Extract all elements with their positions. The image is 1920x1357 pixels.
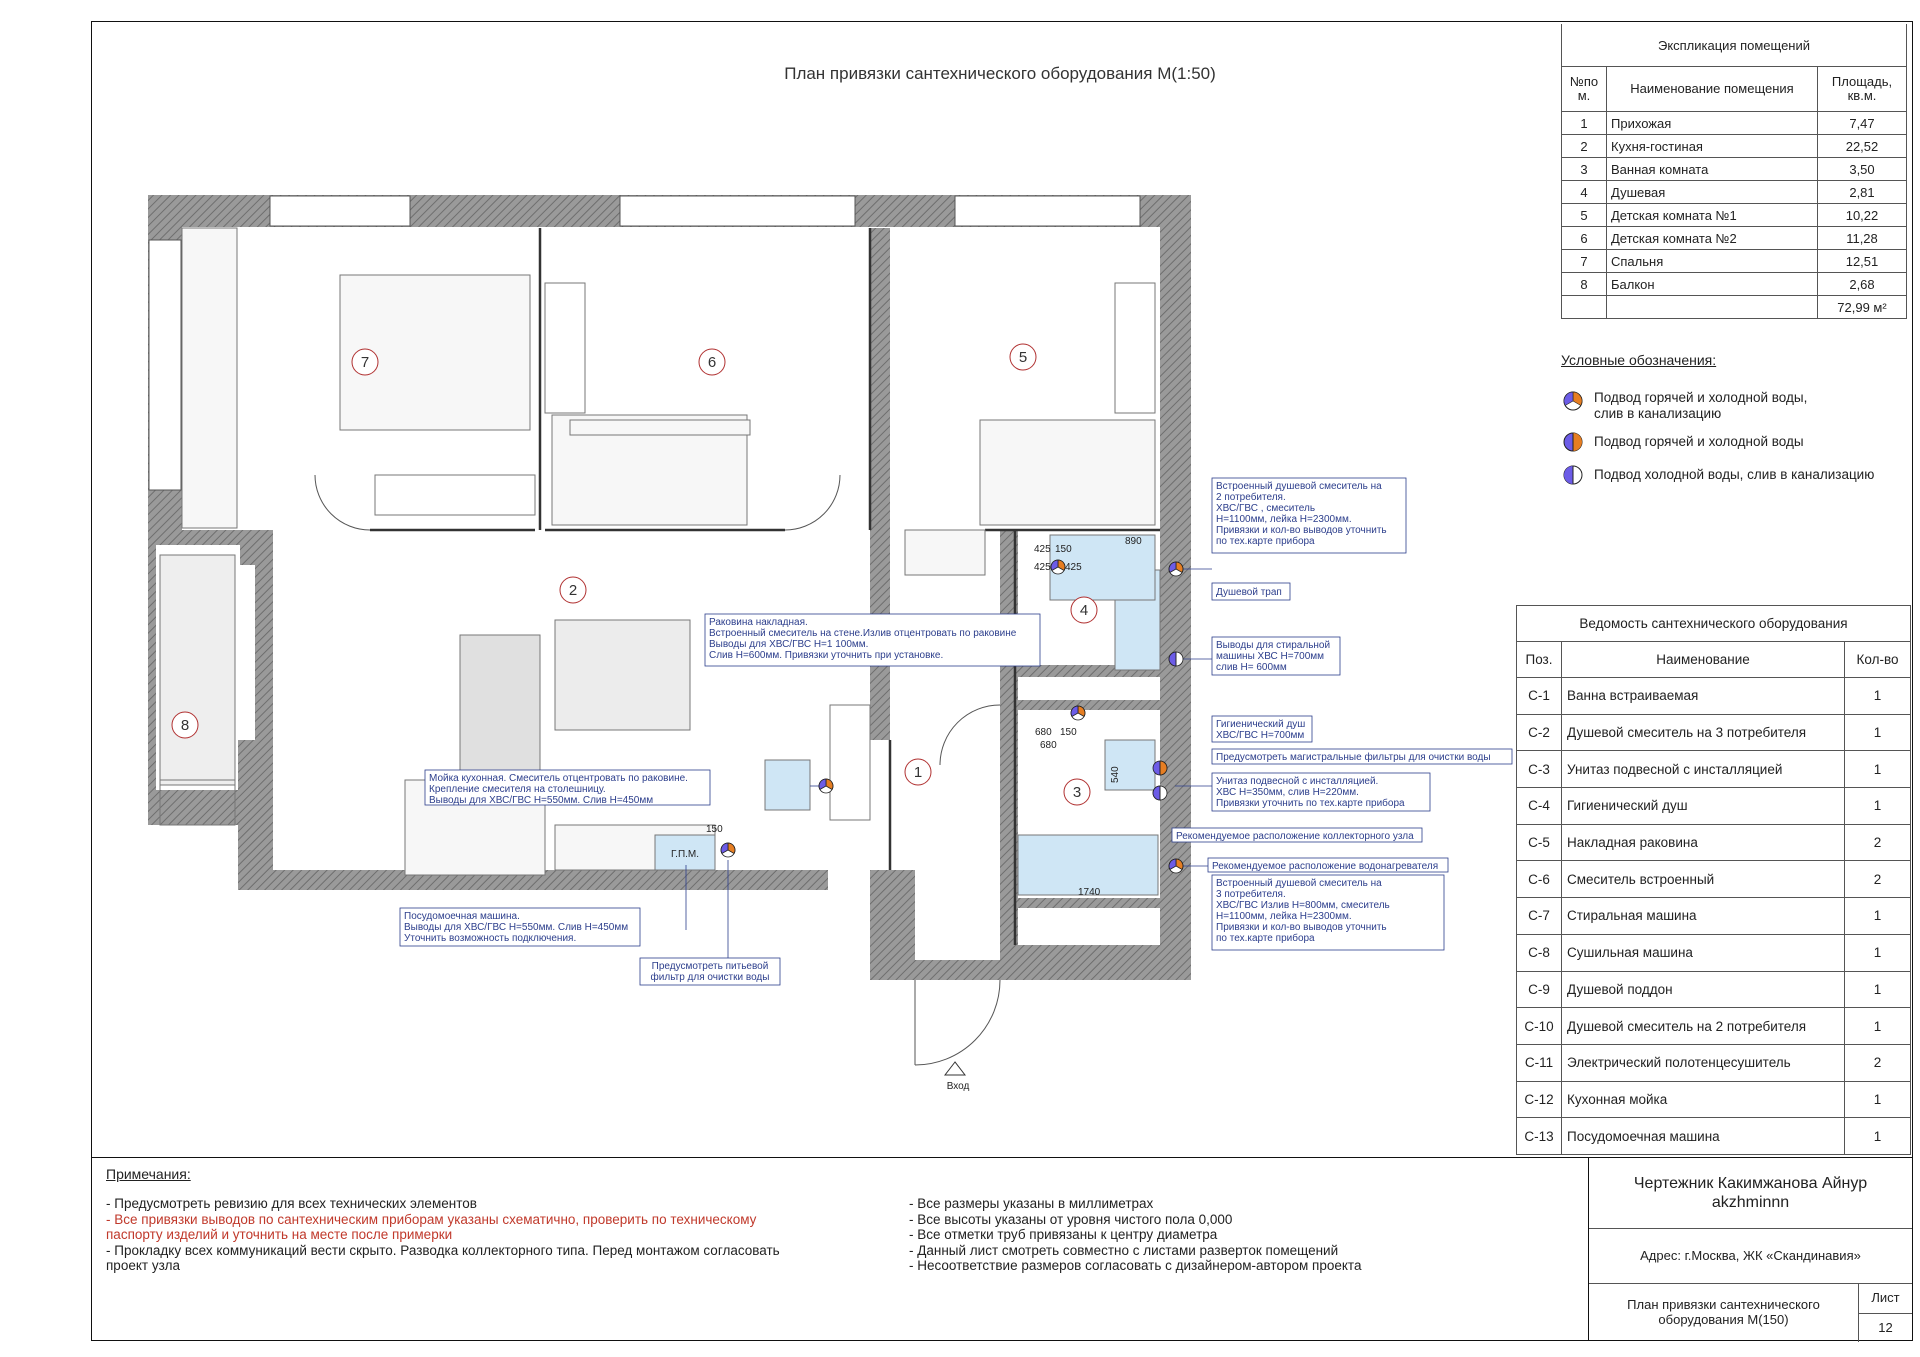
sheet-label: Лист	[1859, 1283, 1912, 1314]
hot-cold-drain-icon	[819, 779, 833, 793]
cold-drain-icon	[1169, 652, 1183, 666]
svg-text:680: 680	[1035, 727, 1052, 738]
legend-item-hot-cold: Подвод горячей и холодной воды	[1562, 431, 1804, 453]
table-row: 7 Спальня 12,51	[1562, 250, 1907, 273]
entrance-marker	[945, 1062, 965, 1075]
svg-text:Душевой трап: Душевой трап	[1216, 587, 1282, 598]
svg-text:Рекомендуемое расположение кол: Рекомендуемое расположение коллекторного узла	[1176, 831, 1414, 842]
explication-caption: Экспликация помещений	[1562, 24, 1907, 67]
plan-title: План привязки сантехнического оборудования М(1:50)	[784, 64, 1216, 83]
svg-text:425: 425	[1065, 562, 1082, 573]
table-row: С-11 Электрический полотенцесушитель 2	[1517, 1044, 1911, 1081]
hot-cold-drain-icon	[1562, 390, 1584, 412]
table-row: 3 Ванная комната 3,50	[1562, 158, 1907, 181]
table-row: С-13 Посудомоечная машина 1	[1517, 1118, 1911, 1155]
svg-text:8: 8	[180, 717, 190, 734]
hot-cold-drain-icon	[1051, 560, 1065, 574]
table-row: С-4 Гигиенический душ 1	[1517, 788, 1911, 825]
hot-cold-drain-icon	[721, 843, 735, 857]
cold-drain-icon	[1562, 464, 1584, 486]
table-row: 1 Прихожая 7,47	[1562, 112, 1907, 135]
hot-cold-icon	[1153, 761, 1167, 775]
author-cell: Чертежник Какимжанова Айнур akzhminnn	[1589, 1158, 1912, 1229]
table-row: С-6 Смеситель встроенный 2	[1517, 861, 1911, 898]
notes-right: - Все размеры указаны в миллиметрах - Все высоты указаны от уровня чистого пола 0,000 - Все отметки труб привязаны к центру диаметра - Данный лист смотреть совместно с листами разверток помещений - Несоответствие размеров согласовать с дизайнером-автором проекта	[909, 1196, 1362, 1273]
svg-text:Выводы для стиральноймашины ХВ: Выводы для стиральной машины ХВС Н=700мм слив Н= 600мм	[1216, 640, 1331, 673]
svg-text:Раковина накладная.Встроенный: Раковина накладная. Встроенный смеситель на стене.Излив отцентровать по раковине Выводы для ХВС/ГВС Н=1 100мм. Слив Н=600мм. Привязки уточнить при установке.	[709, 617, 1017, 661]
table-row: 2 Кухня-гостиная 22,52	[1562, 135, 1907, 158]
legend-item-cold-drain: Подвод холодной воды, слив в канализацию	[1562, 464, 1874, 486]
explication-table: Экспликация помещений №по м. Наименование помещения Площадь, кв.м. 1 Прихожая 7,47 2 Кухня-гостиная 22,52 3 Ванная комната 3,50 4 Душевая 2,81 5 Детская комната №1 10,22 6 Детская комната №2 11,28 7 Спальня 12,51 8 Балкон 2,68 72,99 м²	[1561, 24, 1907, 319]
notes-block	[91, 1157, 1588, 1341]
table-row: С-3 Унитаз подвесной с инсталляцией 1	[1517, 751, 1911, 788]
svg-text:425: 425	[1034, 544, 1051, 555]
table-row: С-5 Накладная раковина 2	[1517, 824, 1911, 861]
svg-text:5: 5	[1018, 349, 1028, 366]
hot-cold-drain-icon	[1169, 562, 1183, 576]
svg-text:150: 150	[1055, 544, 1072, 555]
notes-title: Примечания:	[106, 1166, 191, 1182]
svg-text:1740: 1740	[1078, 887, 1101, 898]
sheet-number: 12	[1878, 1320, 1893, 1335]
svg-text:Мойка кухонная. Смеситель отце: Мойка кухонная. Смеситель отцентровать по раковине. Крепление смесителя на столешницу. Выводы для ХВС/ГВС Н=550мм. Слив Н=450мм	[429, 773, 688, 806]
table-row: 5 Детская комната №1 10,22	[1562, 204, 1907, 227]
svg-text:1: 1	[913, 764, 923, 781]
svg-text:Рекомендуемое расположение вод: Рекомендуемое расположение водонагревателя	[1212, 861, 1439, 872]
svg-text:150: 150	[1060, 727, 1077, 738]
svg-text:Встроенный душевой смеситель н: Встроенный душевой смеситель на 2 потребителя. ХВС/ГВС , смеситель Н=1100мм, лейка Н=2300мм. Привязки и кол-во выводов уточнить по тех.карте прибора	[1216, 481, 1387, 547]
svg-text:Предусмотреть магистральные фи: Предусмотреть магистральные фильтры для очистки воды	[1216, 752, 1491, 763]
svg-text:Унитаз подвесной с инсталляцие: Унитаз подвесной с инсталляцией. ХВС Н=350мм, слив Н=220мм. Привязки уточнить по тех.карте прибора	[1216, 776, 1405, 809]
gpm-label: Г.П.М.	[670, 849, 700, 860]
equipment-table: Ведомость сантехнического оборудования Поз. Наименование Кол-во С-1 Ванна встраиваемая 1 С-2 Душевой смеситель на 3 потребителя 1 С-3 Унитаз подвесной с инсталляцией 1 С-4 Гигиенический душ 1 С-5 Накладная раковина 2 С-6 Смеситель встроенный 2 С-7 Стиральная машина 1 С-8 Сушильная машина 1 С-9 Душевой поддон 1 С-10 Душевой смеситель на 2 потребителя 1 С-11 Электрический полотенцесушитель 2 С-12 Кухонная мойка 1 С-13 Посудомоечная машина 1	[1516, 605, 1911, 1155]
cold-drain-icon	[1153, 786, 1167, 800]
legend-item-hot-cold-drain: Подвод горячей и холодной воды, слив в канализацию	[1562, 390, 1824, 422]
hot-cold-icon	[1562, 431, 1584, 453]
legend-title: Условные обозначения:	[1561, 352, 1717, 368]
svg-text:425: 425	[1034, 562, 1051, 573]
table-row: 4 Душевая 2,81	[1562, 181, 1907, 204]
svg-text:Посудомоечная машина.Выводы дл: Посудомоечная машина. Выводы для ХВС/ГВС Н=550мм. Слив Н=450мм Уточнить возможность подключения.	[404, 911, 629, 944]
table-row: С-10 Душевой смеситель на 2 потребителя 1	[1517, 1008, 1911, 1045]
entrance-label: Вход	[946, 1081, 970, 1092]
svg-text:540: 540	[1110, 766, 1121, 783]
svg-text:2: 2	[568, 582, 578, 599]
svg-text:890: 890	[1125, 536, 1142, 547]
table-row: С-1 Ванна встраиваемая 1	[1517, 678, 1911, 715]
sheet-title-cell: План привязки сантехнического оборудования М(150)	[1589, 1283, 1859, 1342]
table-row: 8 Балкон 2,68	[1562, 273, 1907, 296]
title-block	[1588, 1157, 1913, 1341]
svg-text:4: 4	[1079, 602, 1089, 619]
hot-cold-drain-icon	[1071, 706, 1085, 720]
table-row: С-2 Душевой смеситель на 3 потребителя 1	[1517, 714, 1911, 751]
svg-text:3: 3	[1072, 784, 1082, 801]
table-total-row: 72,99 м²	[1562, 296, 1907, 319]
svg-text:Встроенный душевой смеситель н: Встроенный душевой смеситель на 3 потребителя. ХВС/ГВС Излив Н=800мм, смеситель Н=1100мм, лейка Н=2300мм. Привязки и кол-во выводов уточнить по тех.карте прибора	[1216, 878, 1390, 944]
table-row: С-12 Кухонная мойка 1	[1517, 1081, 1911, 1118]
table-row: С-7 Стиральная машина 1	[1517, 898, 1911, 935]
table-row: С-9 Душевой поддон 1	[1517, 971, 1911, 1008]
connection-markers	[721, 560, 1183, 873]
table-row: С-8 Сушильная машина 1	[1517, 934, 1911, 971]
table-row: 6 Детская комната №2 11,28	[1562, 227, 1907, 250]
svg-text:Предусмотреть питьевойфильтр д: Предусмотреть питьевой фильтр для очистки воды	[650, 961, 770, 983]
hot-cold-drain-icon	[1169, 859, 1183, 873]
svg-text:150: 150	[706, 824, 723, 835]
svg-text:680: 680	[1040, 740, 1057, 751]
svg-text:6: 6	[707, 354, 717, 371]
svg-text:Гигиенический душХВС/ГВС Н=700: Гигиенический душ ХВС/ГВС Н=700мм	[1216, 719, 1306, 741]
notes-left: - Предусмотреть ревизию для всех технических элементов - Все привязки выводов по сантехническим приборам указаны схематично, проверить по техническому паспорту изделий и уточнить на месте после примерки - Прокладку всех коммуникаций вести скрыто. Разводка коллекторного типа. Перед монтажом согласовать проект узла	[106, 1196, 780, 1273]
equipment-caption: Ведомость сантехнического оборудования	[1517, 606, 1911, 642]
address-cell: Адрес: г.Москва, ЖК «Скандинавия»	[1589, 1229, 1912, 1284]
svg-text:7: 7	[360, 354, 370, 371]
